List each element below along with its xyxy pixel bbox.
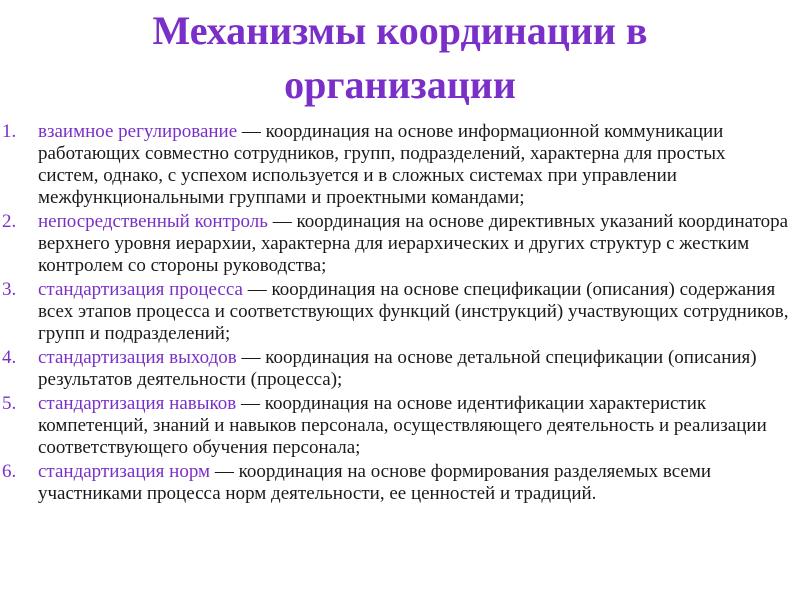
item-body bbox=[38, 121, 790, 209]
item-description: — координация на основе формирования разделяемых всеми участниками процесса норм деятельности, ее ценностей и традиций. bbox=[38, 461, 712, 504]
item-number: 2. bbox=[2, 211, 17, 232]
page-title: Механизмы координации в организации bbox=[152, 8, 648, 107]
item-number: 1. bbox=[2, 121, 17, 142]
item-number: 6. bbox=[2, 461, 17, 482]
list-item bbox=[0, 279, 790, 345]
item-number: 5. bbox=[2, 393, 17, 414]
item-term: непосредственный контроль bbox=[38, 211, 268, 232]
item-description: — координация на основе идентификации характеристик компетенций, знаний и навыков персонала, осуществляющего деятельность и реализации соответствующего обучения персонала; bbox=[38, 393, 767, 458]
item-number: 4. bbox=[2, 347, 17, 368]
list-item bbox=[0, 461, 790, 505]
list-item bbox=[0, 121, 790, 209]
item-body bbox=[38, 279, 790, 345]
item-number: 3. bbox=[2, 279, 17, 300]
item-body bbox=[38, 347, 790, 391]
item-term: стандартизация выходов bbox=[38, 347, 237, 368]
list-item bbox=[0, 393, 790, 459]
coordination-list bbox=[0, 121, 790, 505]
list-item bbox=[0, 347, 790, 391]
item-body bbox=[38, 211, 790, 277]
item-term: стандартизация норм bbox=[38, 461, 211, 482]
item-term: стандартизация процесса bbox=[38, 279, 243, 300]
item-term: стандартизация навыков bbox=[38, 393, 237, 414]
item-description: — координация на основе информационной коммуникации работающих совместно сотрудников, групп, подразделений, характерна для простых систем, однако, с успехом используется и в сложных системах при управлении межфункциональными группами и проектными командами; bbox=[38, 121, 726, 208]
item-description: — координация на основе спецификации (описания) содержания всех этапов процесса и соответствующих функций (инструкций) участвующих сотрудников, групп и подразделений; bbox=[38, 279, 789, 344]
item-body bbox=[38, 393, 790, 459]
list-item bbox=[0, 211, 790, 277]
item-description: — координация на основе директивных указаний координатора верхнего уровня иерархии, характерна для иерархических и других структур с жестким контролем со стороны руководства; bbox=[38, 211, 789, 276]
item-term: взаимное регулирование bbox=[38, 121, 238, 142]
item-description: — координация на основе детальной спецификации (описания) результатов деятельности (процесса); bbox=[38, 347, 757, 390]
item-body bbox=[38, 461, 790, 505]
